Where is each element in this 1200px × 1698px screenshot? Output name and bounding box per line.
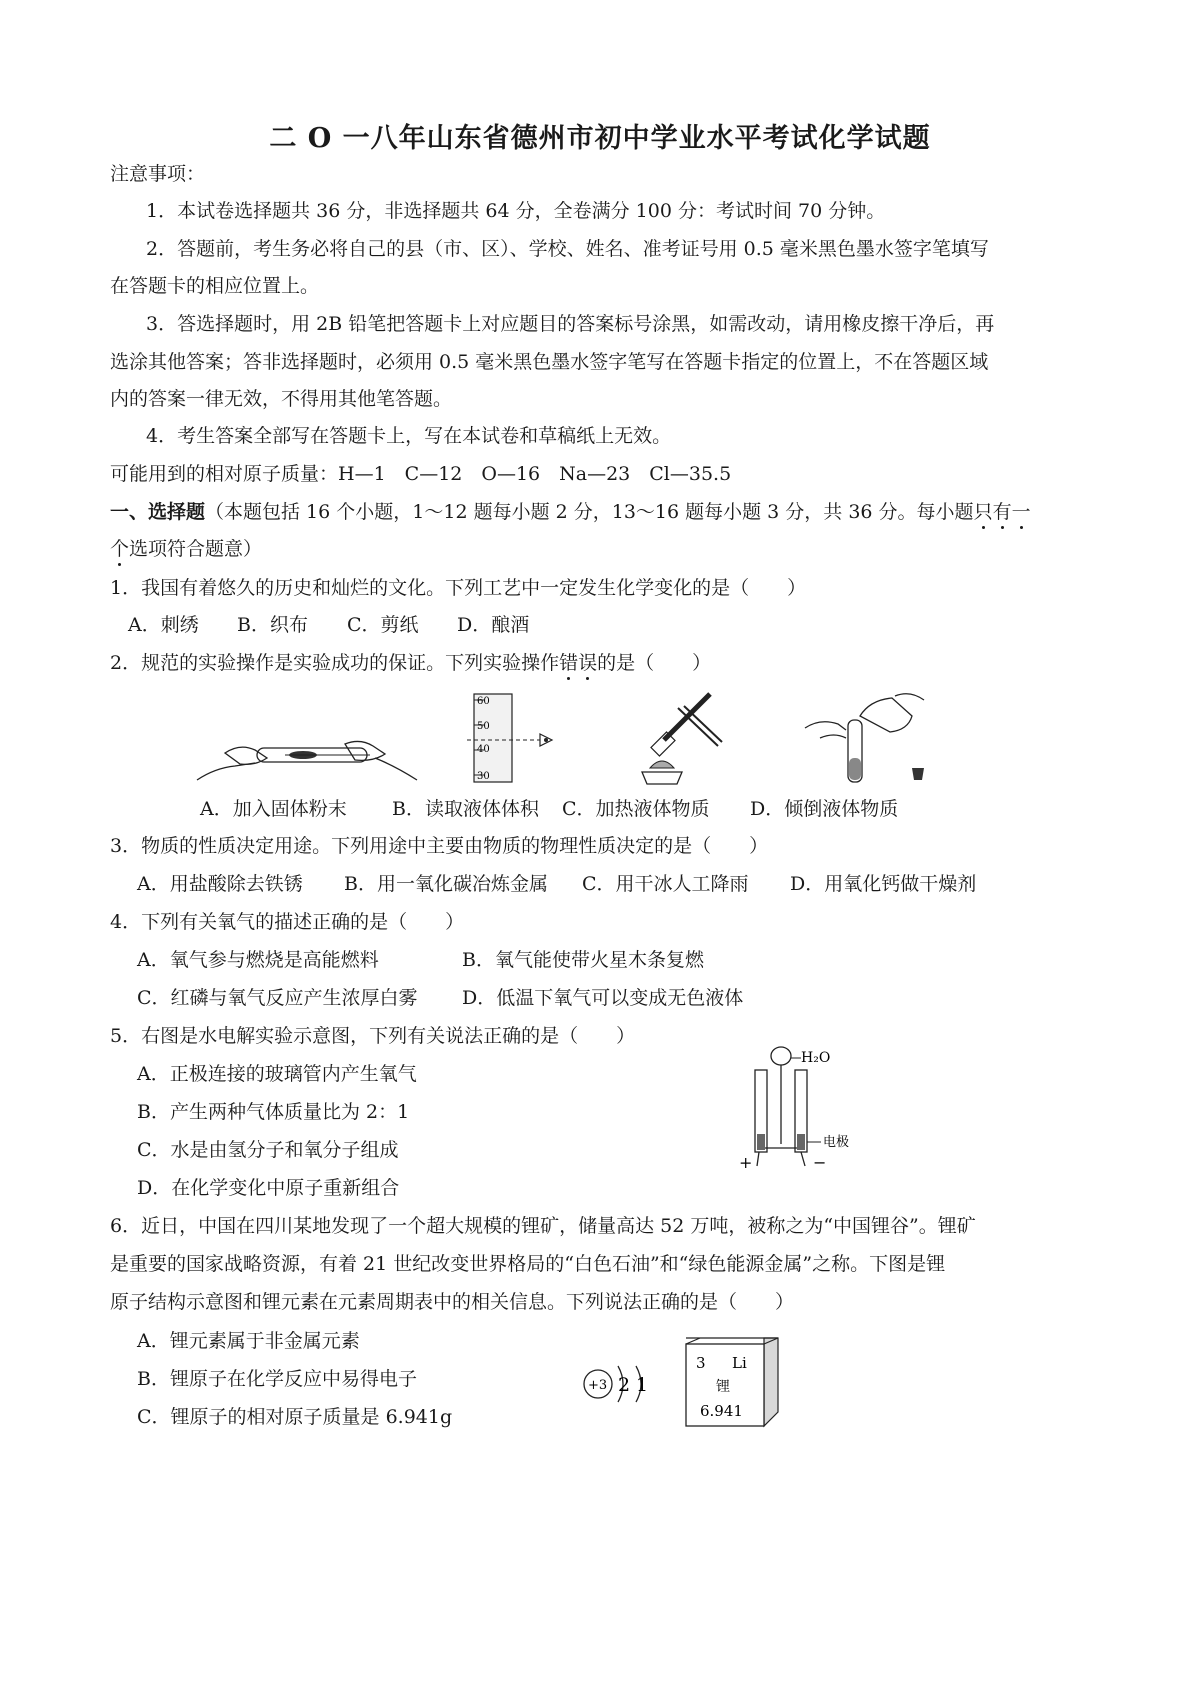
q4-stem: 4．下列有关氧气的描述正确的是（ ） [110,911,465,933]
emph-char: 有 [992,501,1012,523]
emph-char: 一 [1011,501,1031,523]
q6-stem-line-3: 原子结构示意图和锂元素在元素周期表中的相关信息。下列说法正确的是（ ） [110,1291,795,1313]
q6-stem-line-2: 是重要的国家战略资源，有着 21 世纪改变世界格局的“白色石油”和“绿色能源金属”之称。下图是锂 [110,1253,946,1275]
q1-option-c: C．剪纸 [347,614,419,636]
q4-option-a: A．氧气参与燃烧是高能燃料 [137,949,379,971]
fig-add-powder [195,708,420,788]
q2-stem [110,651,711,675]
emph-char: 误 [578,652,598,674]
q1-option-a: A．刺绣 [128,614,199,636]
section-1-desc: （本题包括 16 个小题，1～12 题每小题 2 分，13～16 题每小题 3 分，共 36 分。每小题 [205,501,974,523]
page-title: 二 O 一八年山东省德州市初中学业水平考试化学试题 [269,123,931,154]
q2-stem-part-1: 2．规范的实验操作是实验成功的保证。下列实验操作 [110,652,560,674]
section-1-desc-2: 选项符合题意） [129,538,263,560]
q3-option-d: D．用氧化钙做干燥剂 [790,873,977,895]
label-element-symbol: Li [732,1354,747,1372]
q1-option-d: D．酿酒 [457,614,530,636]
notice-item-3-line-2: 选涂其他答案；答非选择题时，必须用 0.5 毫米黑色墨水签字笔写在答题卡指定的位置上，不在答题区域 [110,351,989,373]
q2-stem-emph [559,652,597,674]
fig-water-electrolysis [735,1044,885,1174]
notice-item-3-line-1: 3．答选择题时，用 2B 铅笔把答题卡上对应题目的答案标号涂黑，如需改动，请用橡皮擦干净后，再 [146,313,995,335]
q3-option-c: C．用干冰人工降雨 [582,873,749,895]
q5-option-c: C．水是由氢分子和氧分子组成 [137,1139,399,1161]
fig-graduated-cylinder [462,692,562,784]
q2-option-b: B．读取液体体积 [392,798,539,820]
notice-item-4: 4．考生答案全部写在答题卡上，写在本试卷和草稿纸上无效。 [146,425,672,447]
q3-stem: 3．物质的性质决定用途。下列用途中主要由物质的物理性质决定的是（ ） [110,835,769,857]
label-element-name: 锂 [716,1379,730,1395]
label-element-mass: 6.941 [700,1402,743,1420]
q1-stem: 1．我国有着悠久的历史和灿烂的文化。下列工艺中一定发生化学变化的是（ ） [110,577,807,599]
label-nucleus: +3 [588,1378,608,1393]
q4-option-c: C．红磷与氧气反应产生浓厚白雾 [137,987,418,1009]
cyl-tick-50: 50 [477,721,490,732]
section-1-emph-1 [974,501,1031,523]
label-shell-2: 1 [636,1374,649,1396]
notice-item-3-line-3: 内的答案一律无效，不得用其他笔答题。 [110,388,453,410]
fig-lithium-atom [582,1360,662,1408]
emph-char: 只 [973,501,993,523]
q3-option-b: B．用一氧化碳冶炼金属 [344,873,548,895]
section-1-header [110,500,1031,524]
label-plus: + [739,1153,753,1172]
notice-item-1: 1．本试卷选择题共 36 分，非选择题共 64 分，全卷满分 100 分：考试时间 70 分钟。 [146,200,886,222]
cyl-tick-40: 40 [477,744,490,755]
section-1-label: 一、选择题 [110,501,206,523]
q2-option-a: A．加入固体粉末 [200,798,347,820]
q5-option-a: A．正极连接的玻璃管内产生氧气 [137,1063,417,1085]
q6-option-b: B．锂原子在化学反应中易得电子 [137,1368,417,1390]
label-electrode: 电极 [823,1135,850,1150]
fig-pouring-liquid [800,688,930,788]
notice-item-2-line-1: 2．答题前，考生务必将自己的县（市、区）、学校、姓名、准考证号用 0.5 毫米黑色墨水签字笔填写 [146,238,989,260]
q4-option-b: B．氧气能使带火星木条复燃 [462,949,704,971]
q2-option-d: D．倾倒液体物质 [750,798,899,820]
label-element-number: 3 [696,1354,706,1372]
fig-heating-liquid [632,690,732,786]
notice-item-2-line-2: 在答题卡的相应位置上。 [110,275,320,297]
q6-option-a: A．锂元素属于非金属元素 [137,1330,360,1352]
cyl-tick-60: 60 [477,696,490,707]
q3-option-a: A．用盐酸除去铁锈 [137,873,303,895]
label-shell-1: 2 [618,1374,631,1396]
fig-periodic-cell [684,1336,780,1428]
section-1-emph-2: 个 [110,538,130,560]
q5-stem: 5．右图是水电解实验示意图，下列有关说法正确的是（ ） [110,1025,636,1047]
cyl-tick-30: 30 [477,771,490,782]
q1-option-b: B．织布 [237,614,308,636]
q2-stem-part-2: 的是（ ） [597,652,712,674]
section-1-header-line-2 [110,537,262,561]
notice-heading: 注意事项： [110,163,206,185]
q5-option-d: D．在化学变化中原子重新组合 [137,1177,400,1199]
q2-option-c: C．加热液体物质 [562,798,710,820]
q4-option-d: D．低温下氧气可以变成无色液体 [462,987,744,1009]
label-minus: − [813,1153,827,1172]
q6-option-c: C．锂原子的相对原子质量是 6.941g [137,1406,453,1428]
q5-option-b: B．产生两种气体质量比为 2：1 [137,1101,410,1123]
q6-stem-line-1: 6．近日，中国在四川某地发现了一个超大规模的锂矿，储量高达 52 万吨，被称之为“中国锂谷”。锂矿 [110,1215,976,1237]
emph-char: 错 [559,652,579,674]
label-water: H₂O [801,1050,831,1066]
atomic-masses: 可能用到的相对原子质量：H—1 C—12 O—16 Na—23 Cl—35.5 [110,463,732,485]
